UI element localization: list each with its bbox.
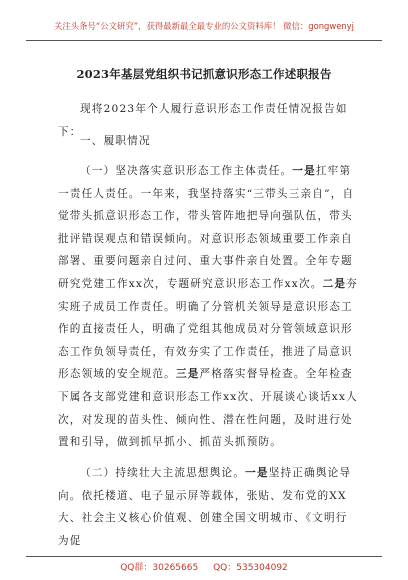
p1-b3-label: 三是	[175, 368, 200, 381]
document-title: 2023年基层党组织书记抓意识形态工作述职报告	[76, 67, 332, 81]
p2-lead: （二）持续壮大主流思想舆论。	[80, 467, 246, 479]
p1-b3-text: 严格落实督导检查。全年检查下属各支部党建和意识形态工作xx次、开展谈心谈话xx人次，对发现的苗头性、倾向性、潜在性问题，及时进行处置和引导，做到抓早抓小、抓苗头抓预防。	[58, 368, 358, 449]
footer-qq-group: QQ群：30265665	[120, 563, 199, 573]
header-note: 关注头条号“公文研究”，获得最新最全最专业的公文资料库！ 微信：gongwenyj	[54, 21, 354, 31]
header-divider	[26, 40, 382, 41]
p1-lead: （一）坚决落实意识形态工作主体责任。	[80, 165, 293, 177]
intro-paragraph: 现将2023年个人履行意识形态工作责任情况报告如下：	[58, 103, 348, 138]
p1-b2-label: 二是	[322, 277, 347, 290]
paragraph-1	[58, 160, 358, 454]
p2-b1-text: 坚持正确舆论导向。依托楼道、电子显示屏等载体，张贴、发布党的XX大、社会主义核心价值观、创建全国文明城市、《文明行为促	[58, 467, 352, 547]
p2-b1-label: 一是	[245, 467, 269, 479]
footer-note	[0, 560, 408, 573]
p1-b1-text: 扛牢第一责任人责任。一年来，我坚持落实“三带头三亲自”，自觉带头抓意识形态工作，带头管阵地把导向强队伍，带头批评错误观点和错误倾向。对意识形态领域重要工作亲自部署、重要问题亲自过问、重大事件亲自处置。全年专题研究党建工作xx次，专题研究意识形态工作xx次。	[58, 165, 355, 290]
footer-divider	[26, 556, 382, 557]
p1-b1-label: 一是	[292, 165, 316, 177]
footer-qq: QQ：535304092	[213, 563, 288, 573]
p1-b2-text: 夯实班子成员工作责任。明确了分管机关领导是意识形态工作的直接责任人，明确了党组其他成员对分管领域意识形态工作负领导责任，有效夯实了工作责任，推进了局意识形态领域的安全规范。	[58, 277, 358, 381]
section-heading: 一、履职情况	[80, 135, 151, 147]
paragraph-2	[58, 462, 358, 552]
